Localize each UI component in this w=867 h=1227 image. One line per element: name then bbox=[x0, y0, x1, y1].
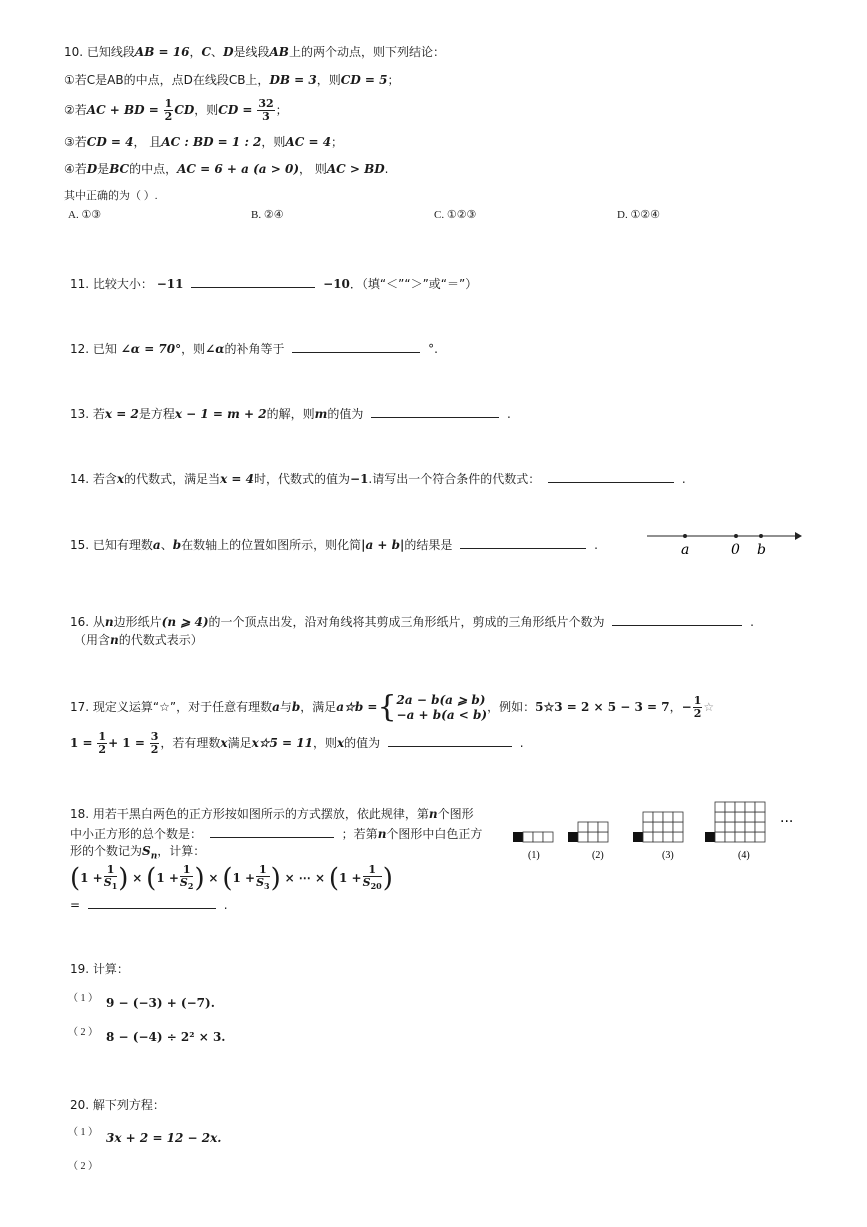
answer-blank[interactable] bbox=[548, 470, 674, 483]
figure-label-2: (2) bbox=[592, 850, 604, 861]
q19-part-1-label: （ 1 ） bbox=[68, 993, 98, 1004]
figure-label-1: (1) bbox=[528, 850, 540, 861]
white-square bbox=[725, 832, 735, 842]
white-square bbox=[715, 832, 725, 842]
black-square bbox=[633, 832, 643, 842]
q11: 11. 比较大小： −11 −10．（填“＜”“＞”或“＝”） bbox=[70, 277, 478, 291]
answer-blank[interactable] bbox=[371, 405, 499, 418]
answer-blank[interactable] bbox=[612, 613, 742, 626]
white-square bbox=[653, 812, 663, 822]
black-square bbox=[568, 832, 578, 842]
q19-part-1: 9 − (−3) + (−7). bbox=[106, 996, 215, 1010]
white-square bbox=[755, 832, 765, 842]
q10-option-b: B. ②④ bbox=[251, 209, 284, 221]
q15: 15. 已知有理数a、b在数轴上的位置如图所示，则化简|a + b|的结果是 . bbox=[70, 538, 598, 552]
q19-part-2-label: （ 2 ） bbox=[68, 1027, 98, 1038]
white-square bbox=[653, 822, 663, 832]
axis-label-zero: 0 bbox=[731, 542, 740, 558]
axis-label-a: a bbox=[681, 542, 690, 558]
fraction: $\frac{1}{S_2}$ bbox=[179, 863, 194, 892]
number-line-figure bbox=[645, 526, 805, 558]
white-square bbox=[715, 812, 725, 822]
q10-option-a: A. ①③ bbox=[68, 209, 102, 221]
white-square bbox=[745, 812, 755, 822]
q14: 14. 若含x的代数式，满足当x = 4时，代数式的值为−1.请写出一个符合条件的代数式： . bbox=[70, 472, 686, 486]
q20-part-1-label: （ 1 ） bbox=[68, 1127, 98, 1138]
fraction: $\frac{1}{2}$ bbox=[693, 694, 702, 720]
white-square bbox=[735, 802, 745, 812]
figure-1 bbox=[513, 832, 553, 842]
fraction: $\frac{1}{2}$ bbox=[98, 730, 107, 756]
q20-part-2-label: （ 2 ） bbox=[68, 1161, 98, 1172]
q20-title: 20. 解下列方程： bbox=[70, 1098, 165, 1112]
white-square bbox=[735, 832, 745, 842]
white-square bbox=[673, 812, 683, 822]
white-square bbox=[745, 832, 755, 842]
figure-label-3: (3) bbox=[662, 850, 674, 861]
q19-title: 19. 计算： bbox=[70, 962, 129, 976]
white-square bbox=[673, 822, 683, 832]
white-square bbox=[643, 812, 653, 822]
q10-ask: 其中正确的为（ ）. bbox=[64, 190, 158, 202]
white-square bbox=[643, 822, 653, 832]
q10-statement-3: ③若CD = 4， 且AC : BD = 1 : 2，则AC = 4； bbox=[64, 135, 344, 149]
white-square bbox=[725, 802, 735, 812]
fraction: $\frac{3}{2}$ bbox=[150, 730, 159, 756]
answer-blank[interactable] bbox=[292, 340, 420, 353]
fraction: $\frac{1}{S_1}$ bbox=[103, 863, 118, 892]
white-square bbox=[755, 822, 765, 832]
white-square bbox=[588, 822, 598, 832]
fraction: $\frac{1}{S_3}$ bbox=[256, 863, 270, 892]
axis-label-b: b bbox=[757, 542, 766, 558]
q18-line-1: 18. 用若干黑白两色的正方形按如图所示的方式摆放，依此规律，第n个图形 bbox=[70, 807, 474, 821]
q13: 13. 若x = 2是方程x − 1 = m + 2的解，则m的值为 . bbox=[70, 407, 511, 421]
white-square bbox=[725, 822, 735, 832]
q17-line-2: 1 = $\frac{1}{2}$ + 1 = $\frac{3}{2}$ ，若有理数x满足x☆5 = 11，则x的值为 . bbox=[70, 730, 524, 756]
q20-part-1: 3x + 2 = 12 − 2x. bbox=[106, 1131, 222, 1145]
figure-3 bbox=[633, 812, 683, 842]
white-square bbox=[653, 832, 663, 842]
q18-product: (1 + $\frac{1}{S_1}$ ) × (1 + $\frac{1}{S_2}$ ) × (1 + $\frac{1}{S_3}$ ) × ⋯ × (1 + $\frac{1}{S_{20}}$ ) bbox=[70, 863, 393, 894]
q10-statement-4: ④若D是BC的中点，AC = 6 + a (a > 0)， 则AC > BD. bbox=[64, 162, 389, 176]
white-square bbox=[663, 822, 673, 832]
white-square bbox=[735, 822, 745, 832]
q16: 16. 从n边形纸片(n ⩾ 4)的一个顶点出发，沿对角线将其剪成三角形纸片，剪成的三角形纸片个数为 . bbox=[70, 615, 754, 629]
answer-blank[interactable] bbox=[388, 734, 512, 747]
ellipsis: ··· bbox=[780, 814, 794, 830]
white-square bbox=[715, 822, 725, 832]
q12: 12. 已知 ∠α = 70°，则∠α的补角等于 °. bbox=[70, 342, 438, 356]
white-square bbox=[588, 832, 598, 842]
fraction: $\frac{32}{3}$ bbox=[258, 97, 274, 123]
white-square bbox=[735, 812, 745, 822]
white-square bbox=[715, 802, 725, 812]
q10-option-d: D. ①②④ bbox=[617, 209, 661, 221]
left-brace: { bbox=[377, 689, 397, 725]
q18-line-2: 中小正方形的总个数是： ；若第n个图形中白色正方 bbox=[70, 827, 483, 841]
white-square bbox=[745, 822, 755, 832]
white-square bbox=[598, 832, 608, 842]
white-square bbox=[578, 822, 588, 832]
figure-label-4: (4) bbox=[738, 850, 750, 861]
q16-note: （用含n的代数式表示） bbox=[74, 633, 203, 647]
white-square bbox=[725, 812, 735, 822]
white-square bbox=[755, 802, 765, 812]
white-square bbox=[578, 832, 588, 842]
answer-blank[interactable] bbox=[210, 825, 334, 838]
figure-4 bbox=[705, 802, 765, 842]
answer-blank[interactable] bbox=[88, 896, 216, 909]
q10-statement-2: ②若AC + BD = $\frac{1}{2}$ CD，则CD = $\frac{32}{3}$ ； bbox=[64, 97, 288, 123]
fraction: $\frac{1}{S_{20}}$ bbox=[362, 863, 382, 892]
q19-part-2: 8 − (−4) ÷ 2² × 3. bbox=[106, 1030, 226, 1044]
q17-line-1: 17. 现定义运算“☆”，对于任意有理数a与b，满足a☆b ={ 2a − b(a ⩾ b) −a + b(a < b) ，例如：5☆3 = 2 × 5 − 3 = 7，− $\frac{1}{2}$ ☆ bbox=[70, 689, 715, 725]
white-square bbox=[745, 802, 755, 812]
white-square bbox=[643, 832, 653, 842]
q10-stem: 10. 已知线段AB = 16，C、D是线段AB上的两个动点，则下列结论： bbox=[64, 45, 445, 59]
square-pattern-figure bbox=[508, 798, 808, 864]
q18-equals-line: = . bbox=[70, 898, 228, 912]
white-square bbox=[598, 822, 608, 832]
q10-statement-1: ①若C是AB的中点，点D在线段CB上，DB = 3，则CD = 5； bbox=[64, 73, 400, 87]
answer-blank[interactable] bbox=[191, 275, 315, 288]
q10-option-c: C. ①②③ bbox=[434, 209, 477, 221]
black-square bbox=[705, 832, 715, 842]
piecewise-cases: 2a − b(a ⩾ b) −a + b(a < b) bbox=[396, 692, 488, 722]
fraction: $\frac{1}{2}$ bbox=[164, 97, 173, 123]
white-square bbox=[663, 832, 673, 842]
white-square bbox=[755, 812, 765, 822]
q18-line-3: 形的个数记为$S_n$，计算： bbox=[70, 844, 206, 862]
white-square bbox=[663, 812, 673, 822]
answer-blank[interactable] bbox=[460, 536, 586, 549]
figure-2 bbox=[568, 822, 608, 842]
white-square bbox=[673, 832, 683, 842]
